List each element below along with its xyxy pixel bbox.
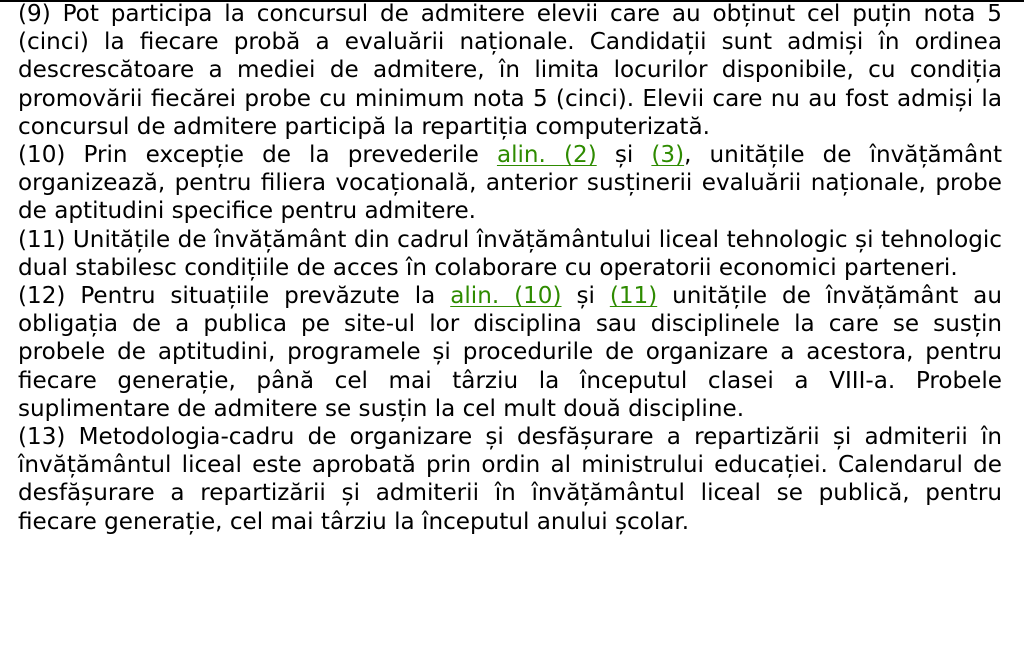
paragraph-12-text-before: (12) Pentru situațiile prevăzute la <box>18 283 451 310</box>
link-alin-2[interactable]: alin. (2) <box>496 142 597 169</box>
paragraph-10 <box>18 141 1002 226</box>
paragraph-10-text-after: , unitățile de învățământ organizează, pentru filiera vocațională, anterior susținerii evaluării naționale, probe de aptitudini specifice pentru admitere. <box>18 142 1003 225</box>
paragraph-9: (9) Pot participa la concursul de admitere elevii care au obținut cel puțin nota 5 (cinci) la fiecare probă a evaluării naționale. Candidații sunt admiși în ordinea descrescătoare a mediei de admitere, în limita locurilor disponibile, cu condiția promovării fiecărei probe cu minimum nota 5 (cinci). Elevii care nu au fost admiși la concursul de admitere participă la repartiția computerizată. <box>18 1 1002 140</box>
paragraph-10-text-mid: și <box>596 142 652 169</box>
paragraph-13: (13) Metodologia-cadru de organizare și desfășurare a repartizării și admiterii în învățământul liceal este aprobată prin ordin al ministrului educației. Calendarul de desfășurare a repartizării și admiterii în învățământul liceal se publică, pentru fiecare generație, cel mai târziu la începutul anului școlar. <box>18 424 1002 535</box>
law-article-text <box>18 0 1002 536</box>
link-alin-11[interactable]: (11) <box>609 283 658 310</box>
paragraph-12-text-after: unitățile de învățământ au obligația de a publica pe site-ul lor disciplina sau disciplinele la care se susțin probele de aptitudini, programele și procedurile de organizare a acestora, pentru fiecare generație, până cel mai târziu la începutul clasei a VIII-a. Probele suplimentare de admitere se susțin la cel mult două discipline. <box>18 283 1002 422</box>
paragraph-12-text-mid: și <box>561 283 610 310</box>
paragraph-10-text-before: (10) Prin excepție de la prevederile <box>18 142 497 169</box>
link-alin-3[interactable]: (3) <box>651 142 685 169</box>
link-alin-10[interactable]: alin. (10) <box>450 283 562 310</box>
paragraph-12 <box>18 282 1002 423</box>
paragraph-11: (11) Unitățile de învățământ din cadrul învățământului liceal tehnologic și tehnologic dual stabilesc condițiile de acces în colaborare cu operatorii economici parteneri. <box>18 226 1002 281</box>
